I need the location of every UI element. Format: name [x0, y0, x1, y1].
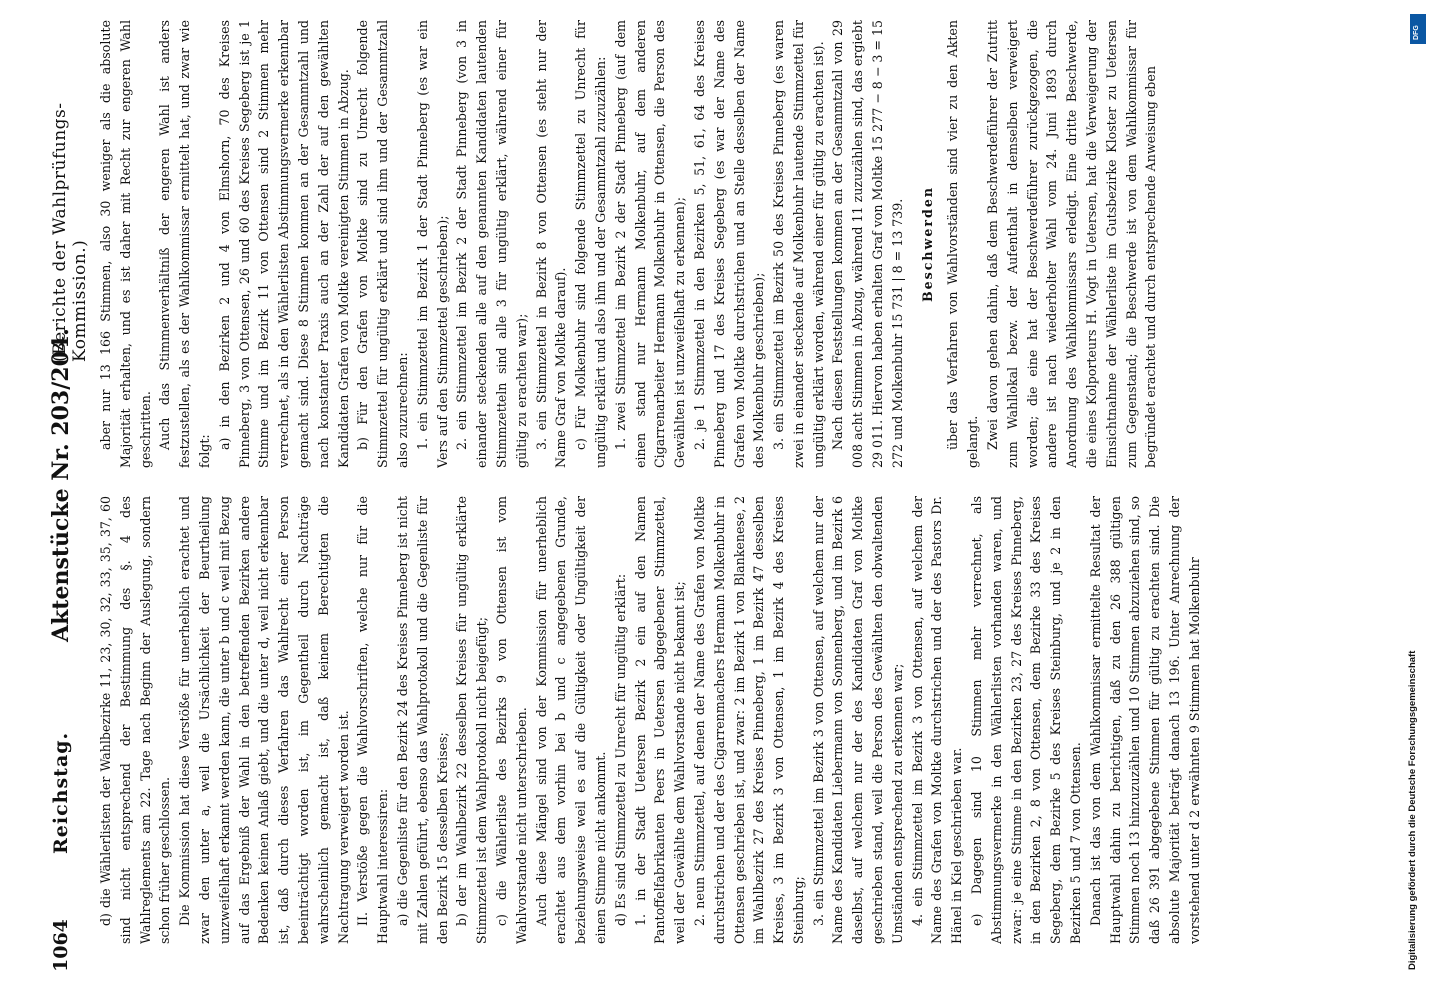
- right-text-column: [96, 20, 1314, 468]
- list-item: 4. ein Stimmzettel im Bezirk 3 von Ottensen, auf welchem der Name des Grafen von Moltke durchstrichen und der des Pastors Dr. Hänel in Kiel geschrieben war.: [909, 496, 965, 944]
- list-item: a) die Gegenliste für den Bezirk 24 des Kreises Pinneberg ist nicht mit Zahlen geführt, ebenso das Wahlprotokoll und die Gegenliste für den Bezirk 15 desselben Kreises;: [394, 496, 450, 944]
- section-heading: Beschwerden: [919, 185, 935, 303]
- list-item: c) Für Molkenbuhr sind folgende Stimmzettel zu Unrecht für ungültig erklärt und also ihm und der Gesammtzahl zuzuzählen:: [573, 20, 608, 468]
- list-item: 1. zwei Stimmzettel im Bezirk 2 der Stadt Pinneberg (auf dem einen stand nur Hermann Molkenbuhr, auf dem anderen Cigarrenarbeiter Hermann Molkenbuhr in Ottensen, die Person des Gewählten ist unzweifelhaft zu erkennen);: [612, 20, 688, 468]
- list-item: 1. in der Stadt Uetersen Bezirk 2 ein auf den Namen Pantoffelfabrikanten Peers in Uetersen abgegebener Stimmzettel, weil der Gewählte dem Wahlvorstande nicht bekannt ist;: [632, 496, 688, 944]
- paragraph: II. Verstöße gegen die Wahlvorschriften, welche nur für die Hauptwahl interessiren:: [355, 496, 391, 944]
- publisher-name: Reichstag.: [50, 731, 72, 854]
- page-header: [44, 28, 88, 972]
- paragraph: Zwei davon gehen dahin, daß dem Beschwerdeführer der Zutritt zum Wahllokal bezw. der Aufenthalt in demselben verweigert worden; die eine hat der Beschwerdeführer zurückgezogen, die andere ist nach wiederholter Wahl vom 24. Juni 1893 durch Anordnung des Wahlkommissars erledigt. Eine dritte Beschwerde, die eines Kolporteurs H. Vogt in Uetersen, hat die Verweigerung der Einsichtnahme der Wählerliste im Gutsbezirke Kloster zu Uetersen zum Gegenstand; die Beschwerde ist von dem Wahlkommissar für begründet erachtet und durch entsprechende Anweisung eben: [985, 20, 1159, 468]
- page-number: 1064: [50, 919, 72, 972]
- paragraph: über das Verfahren von Wahlvorständen sind vier zu den Akten gelangt.: [945, 20, 981, 468]
- list-item: e) Dagegen sind 10 Stimmen mehr verrechnet, als Abstimmungsvermerke in den Wählerlisten vorhanden waren, und zwar: je eine Stimme in den Bezirken 23, 27 des Kreises Pinneberg, in den Bezirken 2, 8 von Ottensen, dem Bezirke 33 des Kreises Segeberg, dem Bezirke 5 des Kreises Steinburg, und je 2 in den Bezirken 5 und 7 von Ottensen.: [969, 496, 1084, 944]
- list-item: d) Es sind Stimmzettel zu Unrecht für ungültig erklärt:: [612, 573, 628, 926]
- paragraph: aber nur 13 166 Stimmen, also 30 weniger als die absolute Majorität erhalten, und es ist daher mit Recht zur engeren Wahl geschritten.: [98, 20, 153, 468]
- list-item: a) in den Bezirken 2 und 4 von Elmshorn, 70 des Kreises Pinneberg, 3 von Ottensen, 26 und 60 des Kreises Segeberg ist je 1 Stimme und im Bezirk 11 von Ottensen sind 2 Stimmen mehr verrechnet, als in den Wählerlisten Abstimmungsvermerke erkennbar gemacht sind. Diese 8 Stimmen kommen an der Gesammtzahl und nach konstanter Praxis auch an der Zahl der auf den gewählten Kandidaten Grafen von Moltke vereinigten Stimmen in Abzug.: [216, 20, 351, 468]
- list-item: 3. ein Stimmzettel in Bezirk 8 von Ottensen (es steht nur der Name Graf von Moltke darauf).: [533, 20, 569, 468]
- dfg-logo-text: DFG: [1413, 25, 1420, 40]
- paragraph: Auch diese Mängel sind von der Kommission für unerheblich erachtet aus dem vorhin bei b und c angegebenen Grunde, beziehungsweise weil es auf die Gültigkeit oder Ungültigkeit der einen Stimme nicht ankommt.: [533, 496, 608, 944]
- list-item: b) Für den Grafen von Moltke sind zu Unrecht folgende Stimmzettel für ungültig erklärt und sind ihm und der Gesammtzahl also zuzurechnen:: [355, 20, 410, 468]
- list-item: 1. ein Stimmzettel im Bezirk 1 der Stadt Pinneberg (es war ein Vers auf den Stimmzettel geschrieben);: [414, 20, 450, 468]
- credit-text: Digitalisierung gefördert durch die Deutsche Forschungsgemeinschaft: [1407, 650, 1418, 970]
- list-item: 3. ein Stimmzettel im Bezirk 50 des Kreises Pinneberg (es waren zwei in einander steckende auf Molkenbuhr lautende Stimmzettel für ungültig erklärt worden, während einer für gültig zu erachten ist).: [771, 20, 826, 468]
- paragraph: Danach ist das von dem Wahlkommissar ermittelte Resultat der Hauptwahl dahin zu berichtigen, daß zu den 26 388 gültigen Stimmen noch 13 hinzuzuzählen und 10 Stimmen abzuziehen sind, so daß 26 391 abgegebene Stimmen für gültig zu erachten sind. Die absolute Majorität beträgt danach 13 196. Unter Anrechnung der vorstehend unter d 2 erwähnten 9 Stimmen hat Molkenbuhr: [1087, 496, 1202, 944]
- list-item: 3. ein Stimmzettel im Bezirk 3 von Ottensen, auf welchem nur der Name des Kandidaten Liebermann von Sonnenberg, und im Bezirk 6 daselbst, auf welchem nur der des Kandidaten Graf von Moltke geschrieben stand, weil die Person des Gewählten den obwaltenden Umständen entsprechend zu erkennen war;: [810, 496, 905, 944]
- list-item: 2. neun Stimmzettel, auf denen der Name des Grafen von Moltke durchstrichen und der des Cigarrenmachers Hermann Molkenbuhr in Ottensen geschrieben ist, und zwar: 2 im Bezirk 1 von Blankenese, 2 im Wahlbezirk 27 des Kreises Pinneberg, 1 im Bezirk 47 desselben Kreises, 3 im Bezirk 3 von Ottensen, 1 im Bezirk 4 des Kreises Steinburg;: [691, 496, 806, 944]
- paragraph: d) die Wählerlisten der Wahlbezirke 11, 23, 30, 32, 33, 35, 37, 60 sind nicht entsprechend der Bestimmung des §. 4 des Wahlreglements am 22. Tage nach Beginn der Auslegung, sondern schon früher geschlossen.: [98, 496, 173, 944]
- list-item: c) die Wählerliste des Bezirks 9 von Ottensen ist vom Wahlvorstande nicht unterschrieben.: [493, 496, 529, 944]
- list-item: 2. ein Stimmzettel im Bezirk 2 der Stadt Pinneberg (von 3 in einander steckenden alle auf den genannten Kandidaten lautenden Stimmzetteln sind alle 3 für ungültig erklärt, während einer für gültig zu erachten war);: [454, 20, 529, 468]
- paragraph: Nach diesen Feststellungen kommen an der Gesammtzahl von 29 008 acht Stimmen in Abzug, während 11 zuzuzählen sind, das ergiebt 29 011. Hiervon haben erhalten Graf von Moltke 15 277 − 8 − 3 = 15 272 und Molkenbuhr 15 731 | 8 = 13 739.: [830, 20, 905, 468]
- digitization-credit: [1403, 10, 1429, 990]
- document-reference: Aktenstücke Nr. 203/204.: [48, 328, 74, 642]
- paragraph: Die Kommission hat diese Verstöße für unerheblich erachtet und zwar den unter a, weil die Ursächlichkeit der Beurtheilung unzweifelhaft erkannt werden kann, die unter b und c weil mit Bezug auf das Ergebniß der Wahl in den betreffenden Bezirken andere Bedenken keinen Anlaß giebt, und die unter d, weil nicht erkennbar ist, daß durch dieses Verfahren das Wahlrecht einer Person beeinträchtigt worden ist, im Gegentheil durch Nachträge wahrscheinlich gemacht ist, daß keinem Berechtigten die Nachtragung verweigert worden ist.: [177, 496, 351, 944]
- list-item: 2. je 1 Stimmzettel in den Bezirken 5, 51, 61, 64 des Kreises Pinneberg und 17 des Kreises Segeberg (es war der Name des Grafen von Moltke durchstrichen und an Stelle desselben der Name des Molkenbuhr geschrieben);: [691, 20, 767, 468]
- list-item: b) der im Wahlbezirk 22 desselben Kreises für ungültig erklärte Stimmzettel ist dem Wahlprotokoll nicht beigefügt;: [454, 496, 490, 944]
- dfg-logo: [1410, 14, 1426, 44]
- left-text-column: [96, 496, 1314, 944]
- section-title: (Berichte der Wahlprüfungs-Kommission.): [50, 102, 90, 362]
- paragraph: Auch das Stimmenverhältniß der engeren Wahl ist anders festzustellen, als es der Wahlkommissar ermittelt hat, und zwar wie folgt:: [157, 20, 212, 468]
